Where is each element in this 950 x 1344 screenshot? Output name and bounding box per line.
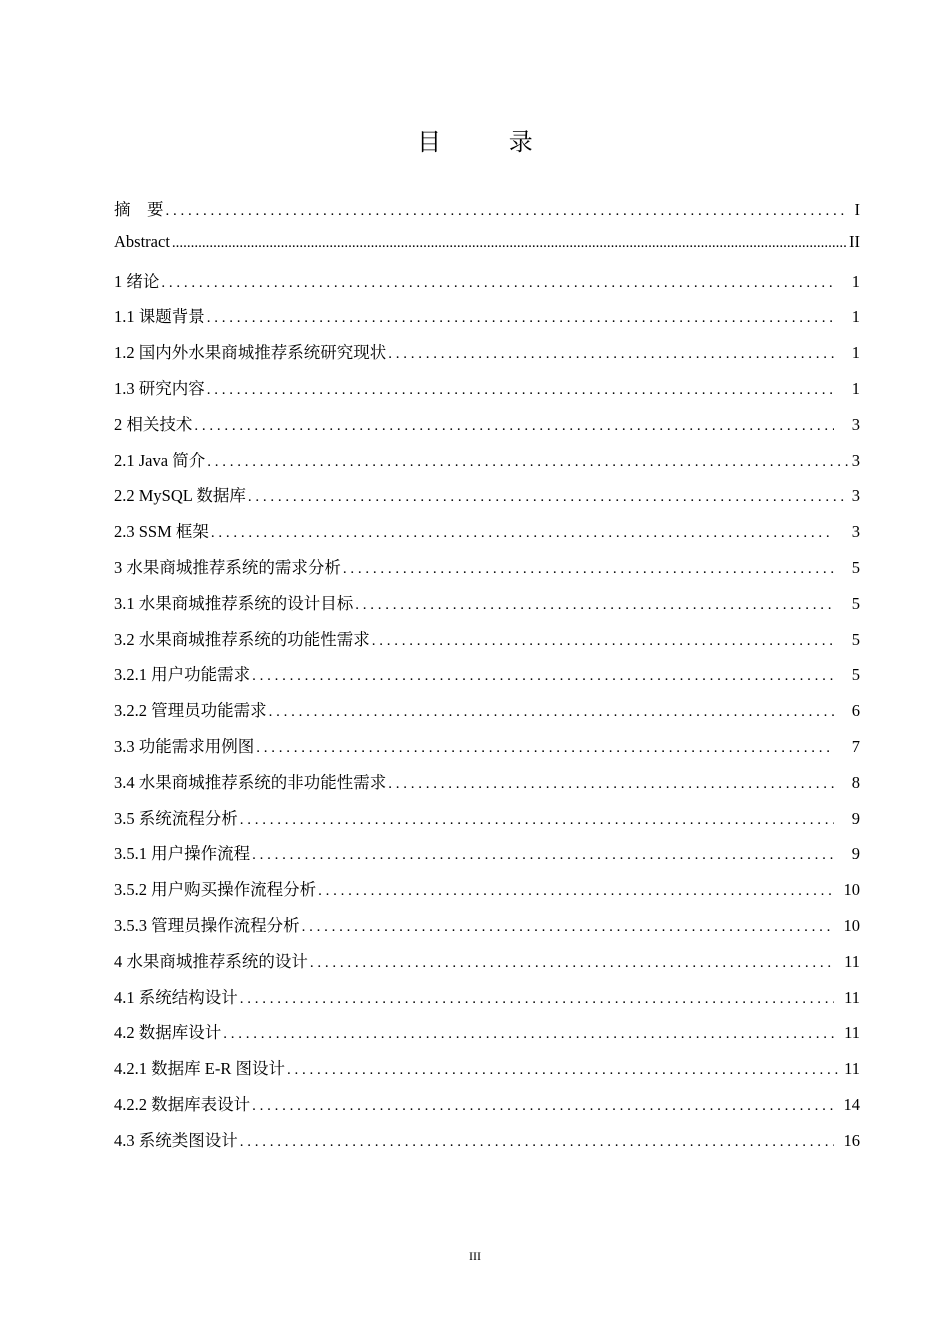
toc-entry-title: 3.4 水果商城推荐系统的非功能性需求 — [114, 772, 387, 792]
toc-entry-title: 3.5.1 用户操作流程 — [114, 844, 251, 864]
toc-entry-page: 3 — [851, 522, 860, 542]
toc-leader-dots — [240, 991, 834, 1008]
toc-entry[interactable] — [114, 840, 860, 876]
toc-entry-page: 1 — [851, 307, 860, 327]
toc-entry-title: 3.2.2 管理员功能需求 — [114, 701, 267, 721]
toc-leader-dots — [252, 1098, 834, 1115]
toc-leader-dots — [207, 454, 848, 471]
toc-entry[interactable] — [114, 1055, 860, 1091]
toc-entry-page: 8 — [851, 772, 860, 792]
toc-entry-title: 1.3 研究内容 — [114, 378, 205, 398]
toc-entry-page: 5 — [851, 557, 860, 577]
toc-entry-page: 10 — [843, 880, 860, 900]
toc-entry-page: 5 — [851, 665, 860, 685]
toc-entry-title: 3.2.1 用户功能需求 — [114, 665, 251, 685]
toc-entry-title: 2.2 MySQL 数据库 — [114, 486, 246, 506]
toc-entry-title: 1.1 课题背景 — [114, 307, 205, 327]
toc-entry-title: 3.5 系统流程分析 — [114, 808, 238, 828]
toc-leader-dots — [318, 883, 834, 900]
toc-entry-page: 1 — [851, 271, 860, 291]
toc-entry-page: 11 — [844, 951, 860, 971]
toc-entry-title: 3.2 水果商城推荐系统的功能性需求 — [114, 629, 370, 649]
toc-entry[interactable] — [114, 984, 860, 1020]
toc-entry-page: 3 — [851, 414, 860, 434]
toc-leader-dots — [207, 382, 834, 399]
toc-entry[interactable] — [114, 303, 860, 339]
toc-leader-dots — [172, 235, 847, 252]
toc-entry-page: 14 — [843, 1094, 860, 1114]
toc-entry[interactable] — [114, 554, 860, 590]
toc-entry-page: 5 — [851, 629, 860, 649]
toc-entry-title: 2.3 SSM 框架 — [114, 522, 209, 542]
toc-entry[interactable] — [114, 196, 860, 232]
toc-entry-title: 3.5.2 用户购买操作流程分析 — [114, 880, 317, 900]
toc-entry-title: 4.2.2 数据库表设计 — [114, 1094, 251, 1114]
toc-entry-title: 2 相关技术 — [114, 414, 193, 434]
toc-entry-page: 3 — [851, 486, 860, 506]
toc-entry-title: 4.2.1 数据库 E-R 图设计 — [114, 1059, 285, 1079]
toc-leader-dots — [252, 668, 834, 685]
toc-entry[interactable] — [114, 1091, 860, 1127]
toc-leader-dots — [240, 812, 834, 829]
toc-entry[interactable] — [114, 411, 860, 447]
toc-leader-dots — [256, 740, 834, 757]
toc-entry-title: 4.2 数据库设计 — [114, 1023, 222, 1043]
toc-leader-dots — [207, 310, 834, 327]
toc-entry[interactable] — [114, 268, 860, 304]
toc-entry-page: 11 — [844, 1059, 860, 1079]
toc-entry[interactable] — [114, 1019, 860, 1055]
toc-leader-dots — [372, 633, 834, 650]
toc-leader-dots — [248, 489, 848, 506]
toc-entry-page: 3 — [851, 450, 860, 470]
toc-leader-dots — [355, 597, 834, 614]
toc-leader-dots — [240, 1134, 834, 1151]
toc-entry[interactable] — [114, 805, 860, 841]
toc-entry-page: 5 — [851, 593, 860, 613]
toc-entry[interactable] — [114, 912, 860, 948]
toc-entry[interactable] — [114, 339, 860, 375]
toc-entry[interactable] — [114, 1127, 860, 1163]
toc-entry[interactable] — [114, 482, 860, 518]
toc-leader-dots — [287, 1062, 842, 1079]
toc-leader-dots — [343, 561, 834, 578]
page-title: 目 录 — [417, 128, 563, 156]
toc-entry-title: 3.1 水果商城推荐系统的设计目标 — [114, 593, 354, 613]
toc-leader-dots — [269, 704, 834, 721]
toc-entry[interactable] — [114, 733, 860, 769]
toc-entry-page: II — [849, 231, 860, 251]
toc-entry-title: 4.1 系统结构设计 — [114, 987, 238, 1007]
toc-entry-page: I — [854, 200, 860, 219]
toc-leader-dots — [166, 203, 849, 220]
toc-entry-title: 3 水果商城推荐系统的需求分析 — [114, 557, 341, 577]
toc-leader-dots — [302, 919, 834, 936]
toc-entry[interactable] — [114, 375, 860, 411]
toc-leader-dots — [211, 525, 834, 542]
toc-entry-page: 11 — [844, 987, 860, 1007]
toc-entry-page: 9 — [851, 844, 860, 864]
toc-entry-page: 1 — [851, 378, 860, 398]
toc-leader-dots — [388, 776, 834, 793]
toc-entry-title: 2.1 Java 简介 — [114, 450, 206, 470]
toc-entry[interactable] — [114, 661, 860, 697]
toc-entry[interactable] — [114, 876, 860, 912]
toc-leader-dots — [194, 418, 834, 435]
toc-entry-title: Abstract — [114, 231, 170, 251]
toc-entry-page: 6 — [851, 701, 860, 721]
table-of-contents — [114, 196, 860, 1163]
toc-leader-dots — [252, 847, 834, 864]
toc-leader-dots — [223, 1026, 834, 1043]
toc-entry-title: 1.2 国内外水果商城推荐系统研究现状 — [114, 343, 387, 363]
toc-entry[interactable] — [114, 948, 860, 984]
toc-entry[interactable] — [114, 626, 860, 662]
toc-leader-dots — [310, 955, 834, 972]
page-number-footer: III — [469, 1249, 481, 1263]
toc-entry-title: 3.5.3 管理员操作流程分析 — [114, 915, 300, 935]
toc-entry-page: 10 — [843, 915, 860, 935]
toc-entry[interactable] — [114, 697, 860, 733]
toc-entry-title: 3.3 功能需求用例图 — [114, 736, 255, 756]
toc-entry-title: 4.3 系统类图设计 — [114, 1130, 238, 1150]
toc-leader-dots — [161, 275, 834, 292]
toc-entry[interactable] — [114, 769, 860, 805]
toc-entry-page: 7 — [851, 736, 860, 756]
toc-entry-title: 4 水果商城推荐系统的设计 — [114, 951, 308, 971]
toc-entry-page: 11 — [844, 1023, 860, 1043]
toc-entry-page: 16 — [843, 1130, 860, 1150]
toc-entry[interactable] — [114, 447, 860, 483]
toc-leader-dots — [388, 346, 834, 363]
toc-entry-title: 摘 要 — [114, 200, 164, 219]
toc-entry[interactable] — [114, 518, 860, 554]
toc-entry[interactable] — [114, 232, 860, 268]
toc-entry-page: 9 — [851, 808, 860, 828]
toc-entry-page: 1 — [851, 343, 860, 363]
toc-entry[interactable] — [114, 590, 860, 626]
toc-entry-title: 1 绪论 — [114, 271, 160, 291]
